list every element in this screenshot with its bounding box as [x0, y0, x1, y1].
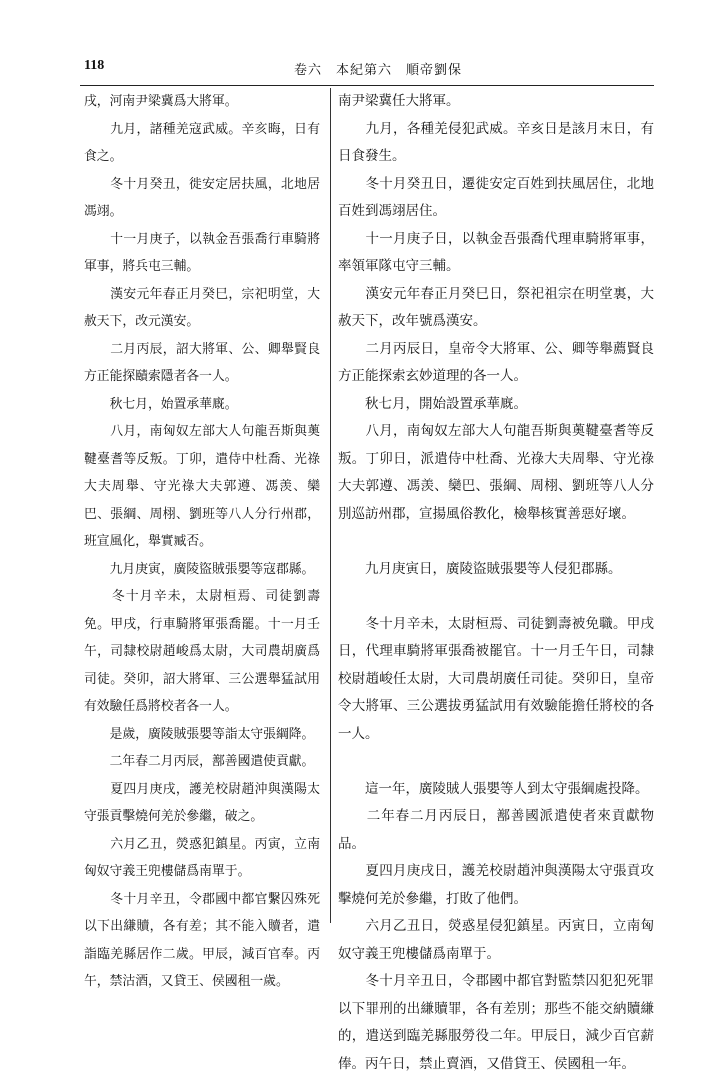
text-paragraph: 是歲，廣陵賊張嬰等詣太守張綱降。 — [84, 726, 315, 742]
text-paragraph: 二年春二月丙辰日，鄯善國派遣使者來貢獻物品。 — [338, 808, 654, 852]
text-paragraph: 秋七月，開始設置承華廐。 — [338, 395, 527, 412]
text-paragraph: 冬十月癸丑，徙安定居扶風，北地居馮翊。 — [84, 176, 320, 219]
text-paragraph: 夏四月庚戌日，護羌校尉趙沖與漢陽太守張貢攻擊燒何羌於參繼，打敗了他們。 — [338, 863, 654, 907]
text-paragraph: 九月庚寅日，廣陵盜賊張嬰等人侵犯郡縣。 — [338, 560, 622, 577]
classical-text-column — [84, 88, 320, 996]
text-paragraph: 二月丙辰，詔大將軍、公、卿舉賢良方正能探賾索隱者各一人。 — [84, 341, 320, 384]
paragraph-gap — [338, 583, 654, 611]
text-paragraph: 這一年，廣陵賊人張嬰等人到太守張綱處投降。 — [338, 780, 649, 797]
paragraph-gap — [338, 528, 654, 556]
page-number: 118 — [84, 58, 105, 73]
text-paragraph: 冬十月辛未，太尉桓焉、司徒劉壽被免職。甲戌日，代理車騎將軍張喬被罷官。十一月壬午日，司隸校尉趙峻任太尉，大司農胡廣任司徒。癸卯日，皇帝令大將軍、三公選拔勇猛試用有效驗能擔任將校的各一人。 — [338, 615, 654, 742]
paragraph-gap — [338, 748, 654, 776]
text-paragraph: 六月乙丑日，熒惑星侵犯鎮星。丙寅日，立南匈奴守義王兜樓儲爲南單于。 — [338, 918, 654, 962]
text-paragraph: 冬十月癸丑日，遷徙安定百姓到扶風居住，北地百姓到馮翊居住。 — [338, 175, 654, 219]
text-paragraph: 八月，南匈奴左部大人句龍吾斯與薁鞬臺耆等反叛。丁卯日，派遣侍中杜喬、光祿大夫周舉、守光祿大夫郭遵、馮羡、欒巴、張綱、周栩、劉班等八人分別巡訪州郡，宣揚風俗教化，檢舉核實善惡好壞。 — [338, 423, 654, 522]
text-paragraph: 冬十月辛未，太尉桓焉、司徒劉壽免。甲戌，行車騎將軍張喬罷。十一月壬午，司隸校尉趙峻爲太尉，大司農胡廣爲司徒。癸卯，詔大將軍、三公選舉猛試用有效驗任爲將校者各一人。 — [84, 589, 320, 714]
text-paragraph: 九月，各種羌侵犯武威。辛亥日是該月末日，有日食發生。 — [338, 120, 654, 164]
text-paragraph: 六月乙丑，熒惑犯鎮星。丙寅，立南匈奴守義王兜樓儲爲南單于。 — [84, 836, 320, 879]
text-paragraph: 秋七月，始置承華廐。 — [84, 396, 238, 412]
page-header — [84, 58, 654, 82]
header-rule — [80, 85, 654, 86]
text-paragraph: 冬十月辛丑日，令郡國中都官對監禁囚犯犯死罪以下罪刑的出縑贖罪，各有差別；那些不能交納贖縑的，遣送到臨羌縣服勞役二年。甲辰日，減少百官薪俸。丙午日，禁止賣酒，又借貸王、侯國租一年。 — [338, 973, 654, 1072]
text-paragraph: 漢安元年春正月癸巳日，祭祀祖宗在明堂裏，大赦天下，改年號爲漢安。 — [338, 285, 654, 329]
text-paragraph: 十一月庚子日，以執金吾張喬代理車騎將軍事，率領軍隊屯守三輔。 — [338, 230, 654, 274]
text-paragraph: 十一月庚子，以執金吾張喬行車騎將軍事，將兵屯三輔。 — [84, 231, 320, 274]
text-paragraph: 九月，諸種羌寇武威。辛亥晦，日有食之。 — [84, 121, 320, 164]
text-paragraph: 漢安元年春正月癸巳，宗祀明堂，大赦天下，改元漢安。 — [84, 286, 320, 329]
text-paragraph: 九月庚寅，廣陵盜賊張嬰等寇郡縣。 — [84, 561, 315, 577]
text-paragraph: 八月，南匈奴左部大人句龍吾斯與薁鞬臺耆等反叛。丁卯，遣侍中杜喬、光祿大夫周舉、守光祿大夫郭遵、馮羡、欒巴、張綱、周栩、劉班等八人分行州郡，班宣風化，舉實臧否。 — [84, 424, 320, 549]
text-paragraph: 二月丙辰日，皇帝令大將軍、公、卿等舉薦賢良方正能探索玄妙道理的各一人。 — [338, 340, 654, 384]
text-paragraph: 冬十月辛丑，令郡國中都官繫囚殊死以下出縑贖，各有差；其不能入贖者，遣詣臨羌縣居作二歲。甲辰，減百官奉。丙午，禁沽酒，又貸王、侯國租一歲。 — [84, 891, 320, 989]
text-paragraph: 南尹梁冀任大將軍。 — [338, 93, 460, 109]
translation-column — [338, 88, 654, 1078]
running-title: 卷六 本紀第六 順帝劉保 — [294, 63, 463, 78]
text-paragraph: 二年春二月丙辰，鄯善國遣使貢獻。 — [84, 754, 315, 769]
text-paragraph: 夏四月庚戌，護羌校尉趙沖與漢陽太守張貢擊燒何羌於參繼，破之。 — [84, 781, 320, 824]
column-divider — [330, 88, 331, 923]
text-paragraph: 戌，河南尹梁冀爲大將軍。 — [84, 94, 238, 109]
